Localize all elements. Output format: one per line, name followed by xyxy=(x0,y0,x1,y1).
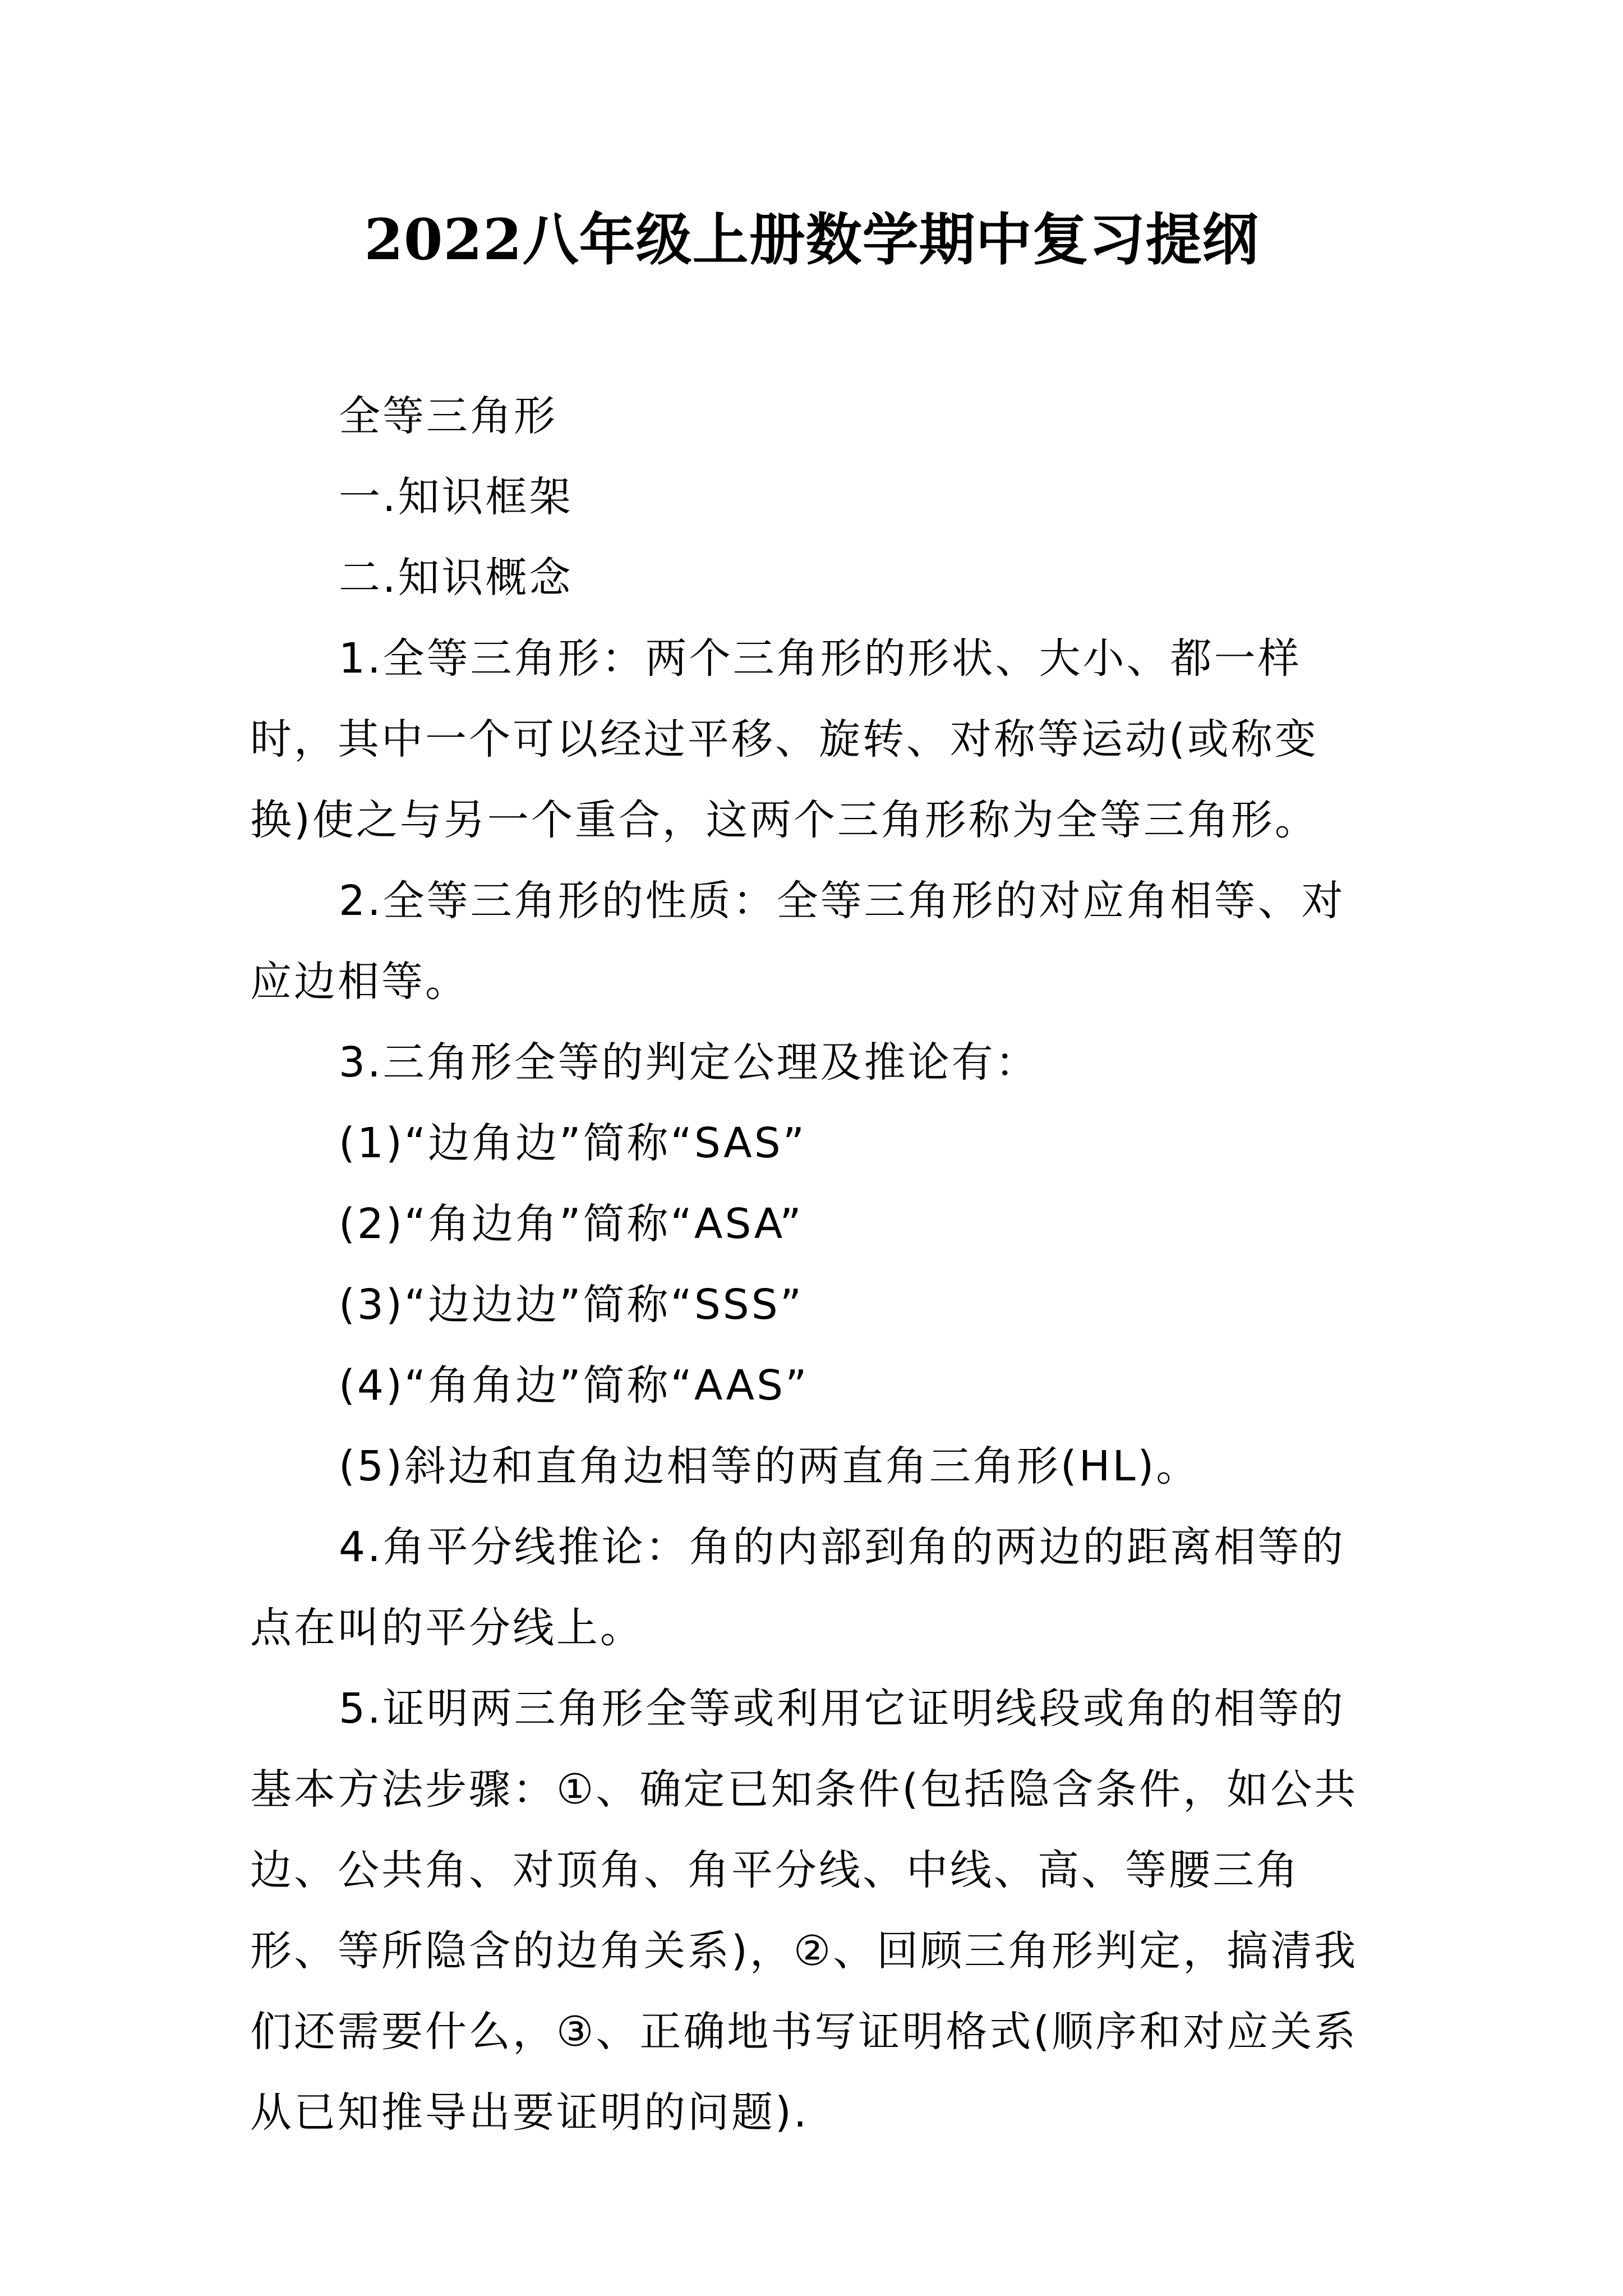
criteria-item-hl: (5)斜边和直角边相等的两直角三角形(HL)。 xyxy=(339,1442,1200,1490)
criteria-item-sss: (3)“边边边”简称“SSS” xyxy=(339,1281,804,1329)
paragraph-criteria-intro: 3.三角形全等的判定公理及推论有： xyxy=(339,1038,1039,1087)
criteria-item-sas: (1)“边角边”简称“SAS” xyxy=(339,1119,807,1167)
page-title: 2022八年级上册数学期中复习提纲 xyxy=(364,206,1259,273)
paragraph-definition: 1.全等三角形：两个三角形的形状、大小、都一样时，其中一个可以经过平移、旋转、对称等运动(或称变换)使之与另一个重合，这两个三角形称为全等三角形。 xyxy=(250,634,1318,844)
paragraph-proof-method: 5.证明两三角形全等或利用它证明线段或角的相等的基本方法步骤：①、确定已知条件(包括隐含条件，如公共边、公共角、对顶角、角平分线、中线、高、等腰三角形、等所隐含的边角关系)，②、回顾三角形判定，搞清我们还需要什么，③、正确地书写证明格式(顺序和对应关系从已知推导出要证明的问题). xyxy=(250,1685,1358,2137)
criteria-item-aas: (4)“角角边”简称“AAS” xyxy=(339,1361,809,1410)
section-heading-congruent-triangles: 全等三角形 xyxy=(339,392,557,440)
document-body xyxy=(250,376,1377,2153)
paragraph-angle-bisector: 4.角平分线推论：角的内部到角的两边的距离相等的点在叫的平分线上。 xyxy=(250,1523,1345,1652)
section-heading-knowledge-framework: 一.知识框架 xyxy=(339,473,573,521)
section-heading-knowledge-concepts: 二.知识概念 xyxy=(339,554,573,602)
paragraph-properties: 2.全等三角形的性质：全等三角形的对应角相等、对应边相等。 xyxy=(250,877,1345,1006)
criteria-item-asa: (2)“角边角”简称“ASA” xyxy=(339,1200,804,1248)
